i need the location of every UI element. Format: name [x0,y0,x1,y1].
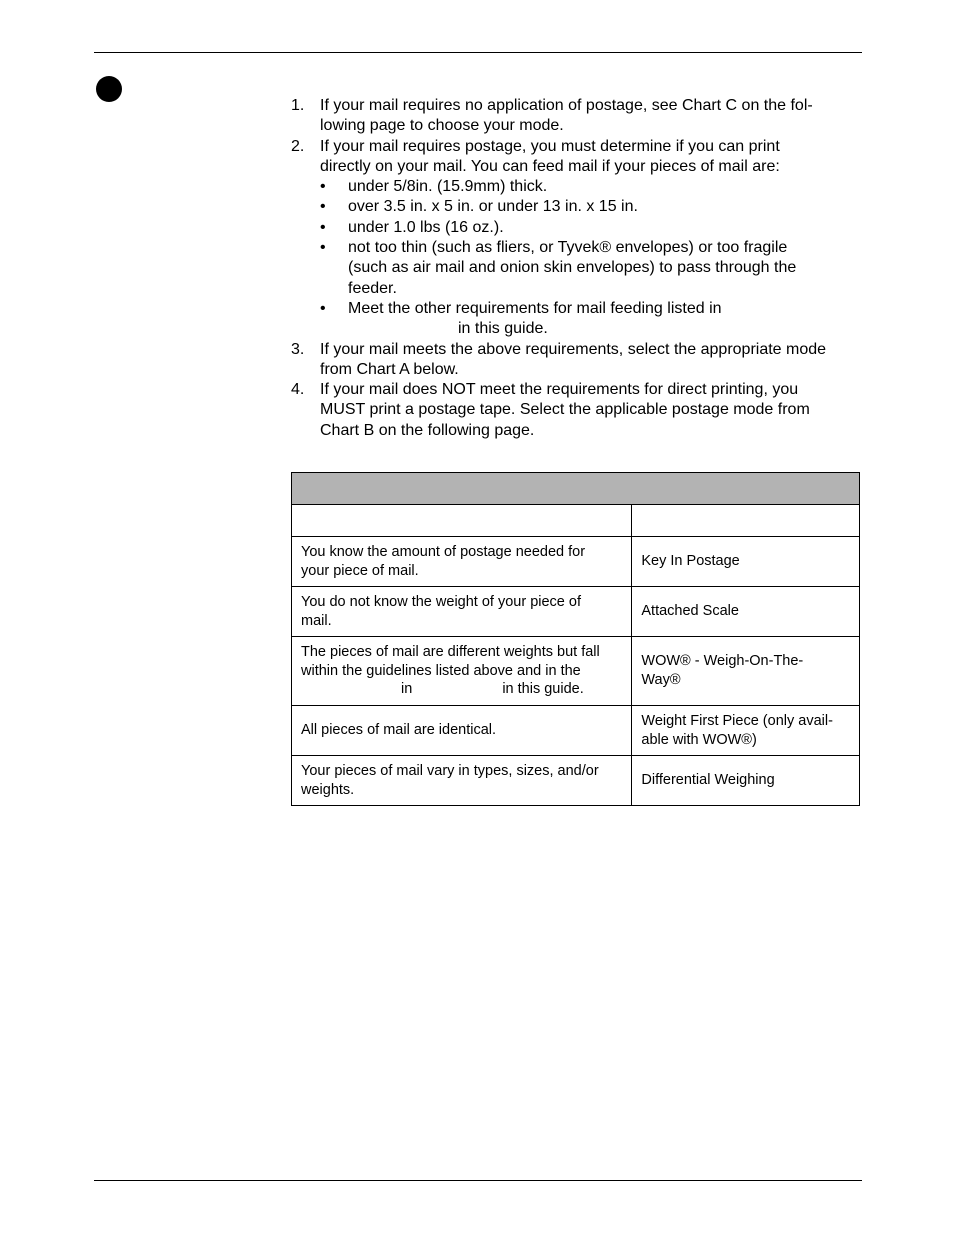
requirement-item [320,218,861,238]
mode-cell [632,537,860,587]
step-text-line: If your mail meets the above requirements, select the appropriate mode [320,340,827,358]
instruction-steps [291,96,861,441]
situation-cell [292,706,632,756]
situation-cell [292,637,632,706]
step-text-line: If your mail requires postage, you must determine if you can print [320,137,780,155]
requirement-text: not too thin (such as fliers, or Tyvek® envelopes) or too fragile [348,239,788,257]
step-text-line: MUST print a postage tape. Select the applicable postage mode from [320,401,810,419]
mode-line: Way® [641,672,681,688]
chart-column-header-row [292,505,860,537]
mode-line: WOW® - Weigh-On-The- [641,653,804,670]
mode-selection-chart [291,472,860,806]
bullet-icon: • [320,239,326,257]
step-4 [291,380,861,441]
mode-cell [632,706,860,756]
requirement-text: Meet the other requirements for mail feeding listed in [348,299,722,317]
situation-cell [292,756,632,806]
step-number: 1. [291,97,305,114]
requirement-item [320,299,861,340]
situation-cell [292,537,632,587]
mode-line: Differential Weighing [641,772,775,789]
mode-cell [632,637,860,706]
situation-line: Your pieces of mail vary in types, sizes, and/or [301,762,599,779]
chart-title-row [292,473,860,505]
requirement-text: under 1.0 lbs (16 oz.). [348,218,504,236]
situation-line: The pieces of mail are different weights but fall [301,643,600,660]
requirement-text: over 3.5 in. x 5 in. or under 13 in. x 15 in. [348,198,638,216]
table-row [292,587,860,637]
step-text-line: directly on your mail. You can feed mail if your pieces of mail are: [320,157,780,175]
step-text-line: If your mail requires no application of postage, see Chart C on the fol- [320,97,813,114]
mode-cell [632,587,860,637]
bullet-icon: • [320,178,326,196]
table-row [292,537,860,587]
mode-line: Weight First Piece (only avail- [641,712,833,729]
requirement-text: feeder. [348,279,397,297]
step-3 [291,340,861,381]
bullet-icon: • [320,299,326,317]
situation-in-word: in [401,681,413,698]
footer-rule [94,1180,862,1181]
requirement-item [320,197,861,217]
column-header-mode [632,505,860,537]
step-number: 2. [291,137,305,155]
situation-line: All pieces of mail are identical. [301,722,497,739]
step-2 [291,137,861,340]
step-text-line: Chart B on the following page. [320,421,535,439]
mode-cell [632,756,860,806]
requirement-text-continued: in this guide. [458,320,548,338]
situation-line: mail. [301,612,332,629]
situation-line: your piece of mail. [301,562,419,579]
situation-line: weights. [301,781,355,798]
mode-line: Attached Scale [641,603,739,620]
step-text-line: lowing page to choose your mode. [320,117,564,135]
situation-line: You do not know the weight of your piece of [301,593,581,610]
step-number: 4. [291,381,305,399]
mode-line: able with WOW®) [641,731,757,748]
step-text-line: If your mail does NOT meet the requirements for direct printing, you [320,381,799,399]
step-1 [291,96,861,137]
table-row [292,756,860,806]
situation-guide-ref: in this guide. [502,681,584,698]
table-row [292,706,860,756]
section-marker-icon [96,76,122,102]
requirement-item [320,238,861,299]
step-text-line: from Chart A below. [320,360,459,378]
step-number: 3. [291,340,305,358]
bullet-icon: • [320,218,326,236]
situation-line [301,680,622,699]
mode-line: Key In Postage [641,553,740,570]
header-rule [94,52,862,53]
requirement-text: (such as air mail and onion skin envelopes) to pass through the [348,259,797,277]
situation-cell [292,587,632,637]
column-header-situation [292,505,632,537]
chart-title [292,473,860,505]
situation-line: within the guidelines listed above and in the [301,662,581,679]
bullet-icon: • [320,198,326,216]
requirement-item [320,177,861,197]
table-row [292,637,860,706]
requirement-text: under 5/8in. (15.9mm) thick. [348,178,548,196]
situation-line: You know the amount of postage needed for [301,543,586,560]
